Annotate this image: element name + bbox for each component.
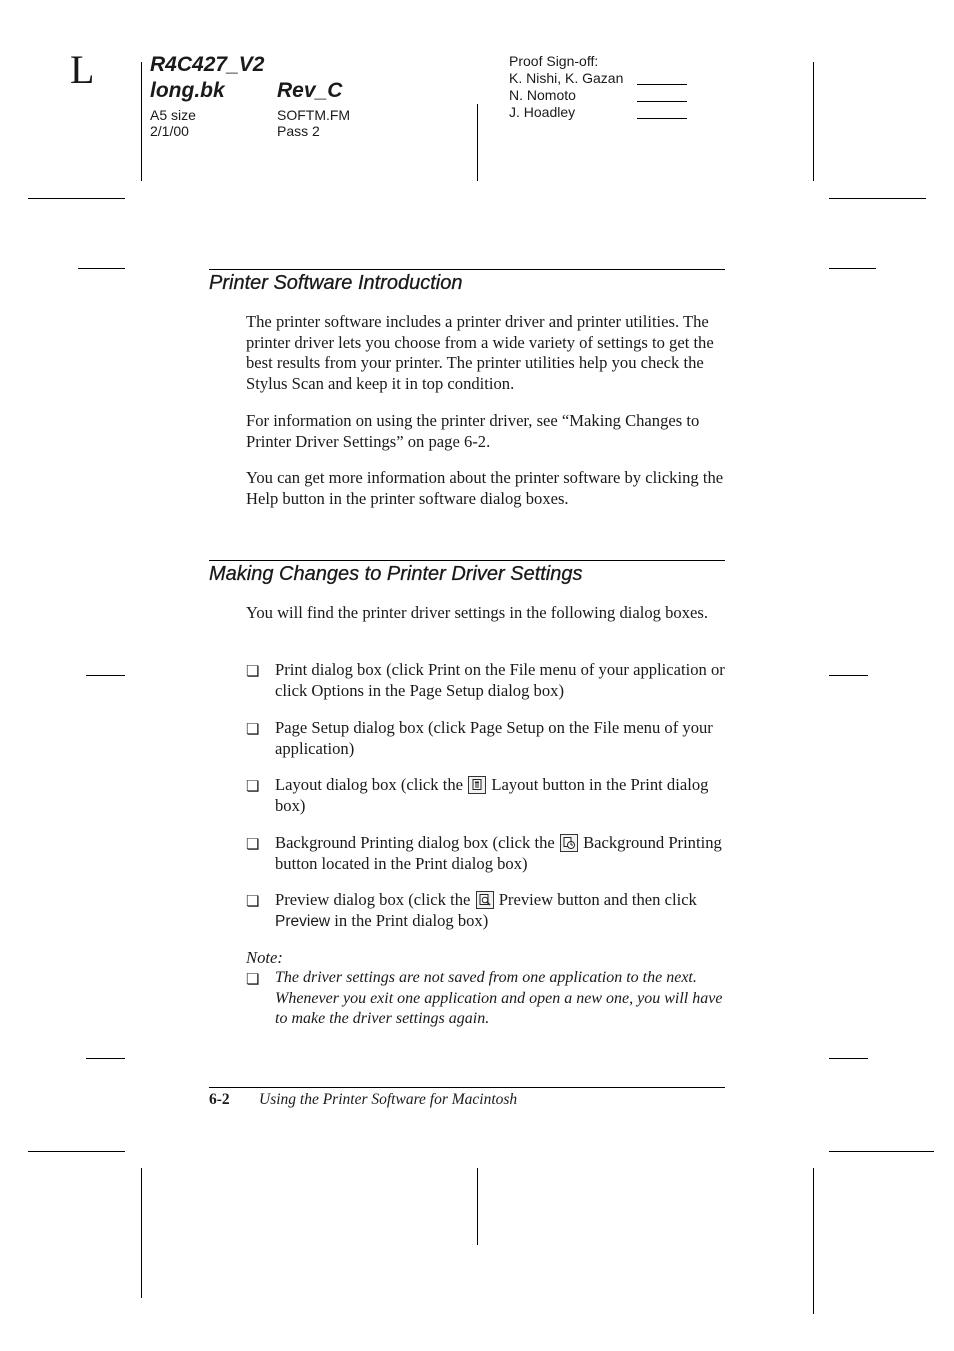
signature-line [637, 101, 687, 102]
preview-button-name: Preview [275, 912, 331, 930]
list-item [275, 775, 727, 816]
crop-mark [829, 198, 926, 199]
footer-rule [209, 1087, 725, 1088]
crop-mark [829, 1058, 868, 1059]
crop-mark [78, 268, 125, 269]
crop-mark [86, 1058, 125, 1059]
intro-paragraph: The printer software includes a printer driver and printer utilities. The printer driver lets you choose from a wide variety of settings to get the best results from your printer. The printer utilities help you check the Stylus Scan and keep it in top condition. [246, 312, 714, 393]
checkbox-bullet: ❏ [246, 972, 260, 988]
signoff-title: Proof Sign-off: [509, 53, 599, 69]
print-date: 2/1/00 [150, 123, 189, 139]
list-item-text: Layout button in the Print dialog box) [275, 775, 709, 815]
checkbox-bullet: ❏ [246, 837, 260, 853]
crop-mark [141, 1168, 142, 1298]
paper-size: A5 size [150, 107, 196, 123]
help-paragraph: You can get more information about the printer software by clicking the Help button in the printer software dialog boxes. [246, 468, 724, 508]
checkbox-bullet: ❏ [246, 894, 260, 910]
signoff-name: J. Hoadley [509, 104, 576, 120]
note-label: Note: [246, 948, 283, 967]
section-heading: Printer Software Introduction [209, 272, 463, 294]
crop-mark [829, 268, 876, 269]
page-number: 6-2 [209, 1091, 230, 1108]
crop-mark [477, 104, 478, 181]
layout-icon [468, 776, 486, 794]
list-item [275, 833, 727, 874]
dialogs-intro: You will find the printer driver settings in the following dialog boxes. [246, 603, 708, 622]
list-item-text: in the Print dialog box) [334, 910, 489, 930]
checkbox-bullet: ❏ [246, 779, 260, 795]
crop-mark [28, 198, 125, 199]
list-item-text: Background Printing button located in the Print dialog box) [275, 833, 722, 873]
corner-letter: L [70, 47, 95, 92]
crop-mark [477, 1168, 478, 1245]
checkbox-bullet: ❏ [246, 722, 260, 738]
pass-number: Pass 2 [277, 123, 320, 139]
list-item: Page Setup dialog box (click Page Setup on the File menu of your application) [275, 718, 713, 758]
revision: Rev_C [277, 79, 343, 102]
signoff-name: K. Nishi, K. Gazan [509, 70, 624, 86]
signoff-name: N. Nomoto [509, 87, 576, 103]
crop-mark [829, 1151, 934, 1152]
preview-icon [476, 891, 494, 909]
crop-mark [141, 62, 142, 181]
list-item: Print dialog box (click Print on the File menu of your application or click Options in the Page Setup dialog box) [275, 660, 725, 700]
crop-mark [813, 62, 814, 181]
crop-mark [28, 1151, 125, 1152]
list-item-text: Preview button and then click [498, 890, 697, 909]
doc-file: long.bk [150, 79, 225, 102]
checkbox-bullet: ❏ [246, 664, 260, 680]
list-item [275, 890, 727, 932]
running-footer-title: Using the Printer Software for Macintosh [259, 1091, 518, 1108]
signature-line [637, 84, 687, 85]
list-item-text: Preview dialog box (click the [275, 890, 471, 909]
crop-mark [86, 675, 125, 676]
note-text: The driver settings are not saved from one application to the next. Whenever you exit one application and open a new one, you will have to make the driver settings again. [275, 969, 723, 1027]
driver-reference-paragraph: For information on using the printer driver, see “Making Changes to Printer Driver Settings” on page 6-2. [246, 411, 700, 451]
source-filename: SOFTM.FM [277, 107, 351, 123]
crop-mark [829, 675, 868, 676]
doc-code: R4C427_V2 [150, 53, 265, 76]
signature-line [637, 118, 687, 119]
background-printing-icon [560, 834, 578, 852]
section-heading: Making Changes to Printer Driver Settings [209, 563, 583, 585]
list-item-text: Background Printing dialog box (click the [275, 833, 555, 852]
crop-mark [813, 1168, 814, 1314]
list-item-text: Layout dialog box (click the [275, 775, 464, 794]
